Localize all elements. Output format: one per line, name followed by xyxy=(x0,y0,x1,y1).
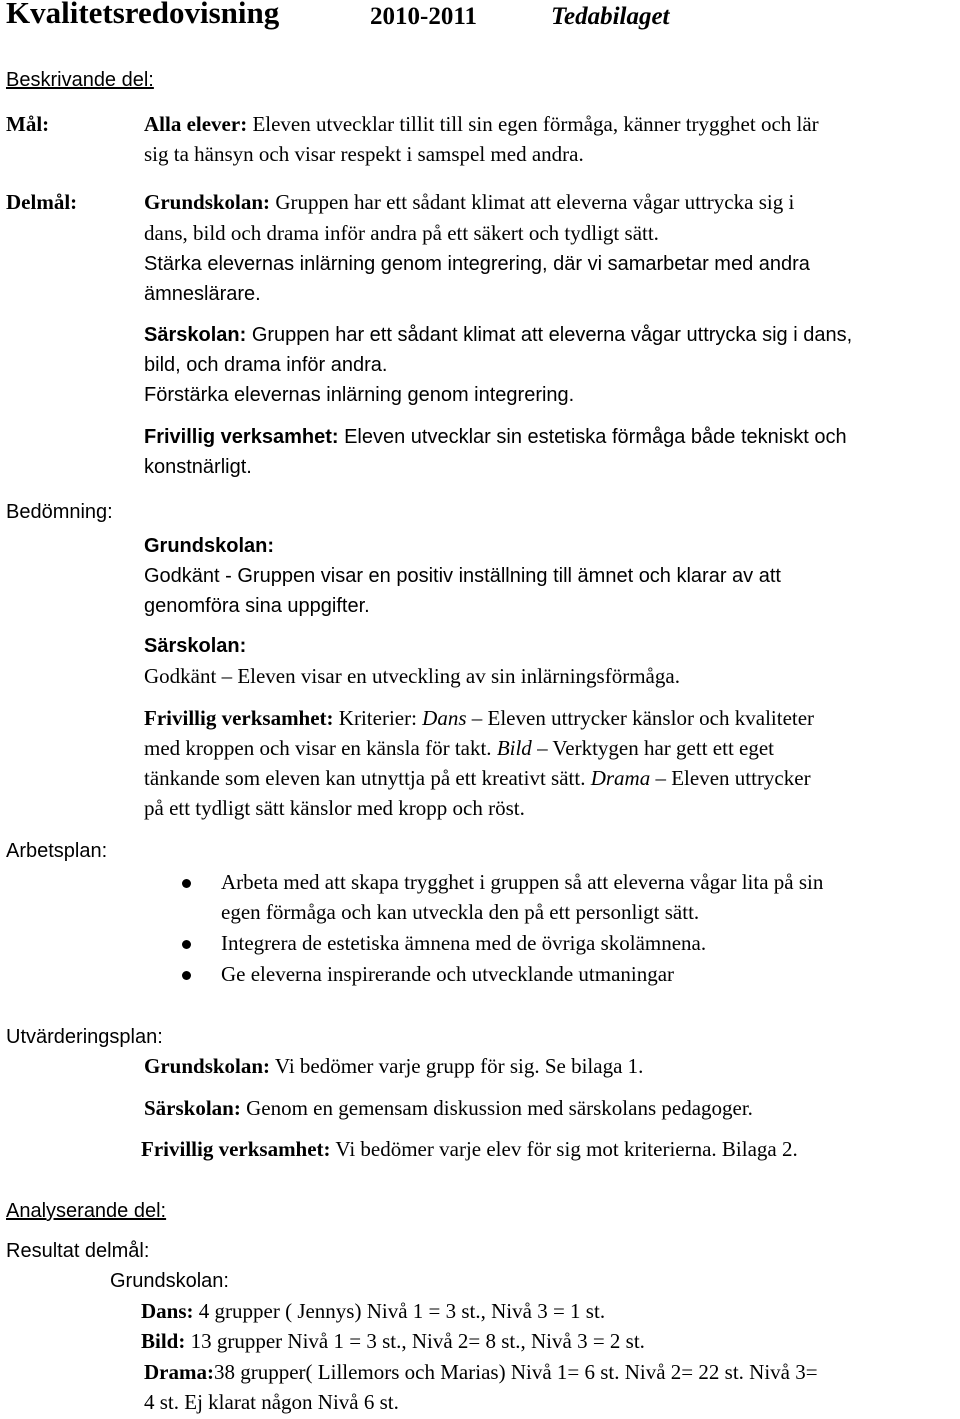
delmal-gs-line-2: dans, bild och drama inför andra på ett säkert och tydligt sätt. xyxy=(144,221,659,245)
document-title: Kvalitetsredovisning xyxy=(6,0,280,30)
bullet-icon xyxy=(182,940,191,949)
bedomning-gs-label: Grundskolan: xyxy=(144,535,275,557)
bedomning-fv-text-1b: – Eleven uttrycker känslor och kvaliteter xyxy=(466,706,815,730)
grundskolan-label: Grundskolan: xyxy=(144,190,271,214)
resultat-bild-text: 13 grupper Nivå 1 = 3 st., Nivå 2= 8 st., Nivå 3 = 2 st. xyxy=(185,1329,645,1353)
arbetsplan-item-1-line-2: egen förmåga och kan utveckla den på ett personligt sätt. xyxy=(221,900,700,924)
bedomning-fv-text-1a: Kriterier: xyxy=(333,706,423,730)
section-heading-beskrivande: Beskrivande del: xyxy=(6,69,154,91)
dans-term: Dans xyxy=(422,706,467,730)
resultat-gs-label: Grundskolan: xyxy=(110,1270,229,1292)
delmal-ss-line-1 xyxy=(144,320,852,350)
bedomning-label: Bedömning: xyxy=(6,501,113,523)
mal-text-1: Eleven utvecklar tillit till sin egen förmåga, känner trygghet och lär xyxy=(247,112,819,136)
bullet-icon xyxy=(182,971,191,980)
resultat-bild-label: Bild: xyxy=(141,1329,186,1353)
resultat-dans-label: Dans: xyxy=(141,1299,194,1323)
delmal-ss-line-2: bild, och drama inför andra. xyxy=(144,354,388,376)
resultat-drama-line-2: 4 st. Ej klarat någon Nivå 6 st. xyxy=(144,1390,399,1414)
bild-term: Bild xyxy=(496,736,532,760)
resultat-dans-line xyxy=(141,1296,605,1326)
bedomning-fv-text-2b: – Verktygen har gett ett eget xyxy=(531,736,775,760)
arbetsplan-item-1-line-1: Arbeta med att skapa trygghet i gruppen så att eleverna vågar lita på sin xyxy=(221,870,824,894)
drama-term: Drama xyxy=(590,766,651,790)
subject-name xyxy=(551,2,670,32)
utvardering-fv-text: Vi bedömer varje elev för sig mot kriterierna. Bilaga 2. xyxy=(330,1137,798,1161)
mal-line-2: sig ta hänsyn och visar respekt i samspel med andra. xyxy=(144,142,584,166)
utvardering-ss-line xyxy=(144,1093,753,1123)
utvardering-fv-line xyxy=(141,1134,798,1164)
utvardering-label: Utvärderingsplan: xyxy=(6,1026,163,1048)
utvardering-gs-line xyxy=(144,1051,643,1081)
bedomning-gs-line-1: Godkänt - Gruppen visar en positiv inställning till ämnet och klarar av att xyxy=(144,565,781,587)
frivillig-verksamhet-label: Frivillig verksamhet: xyxy=(144,426,339,448)
section-heading-analyserande: Analyserande del: xyxy=(6,1200,167,1222)
bedomning-gs-line-2: genomföra sina uppgifter. xyxy=(144,595,370,617)
bedomning-ss-label: Särskolan: xyxy=(144,635,247,657)
delmal-fv-line-1 xyxy=(144,422,847,452)
bedomning-fv-line-3 xyxy=(144,763,811,793)
alla-elever-label: Alla elever: xyxy=(144,112,248,136)
utvardering-ss-text: Genom en gemensam diskussion med särskolans pedagoger. xyxy=(240,1096,753,1120)
resultat-dans-text: 4 grupper ( Jennys) Nivå 1 = 3 st., Nivå 3 = 1 st. xyxy=(193,1299,606,1323)
delmal-fv-text-1: Eleven utvecklar sin estetiska förmåga både tekniskt och xyxy=(338,426,847,448)
bedomning-fv-line-2 xyxy=(144,733,774,763)
subject-name-text: Tedabilaget xyxy=(551,3,670,30)
mal-line-1 xyxy=(144,109,819,139)
delmal-label: Delmål: xyxy=(6,190,78,214)
utvardering-gs-label: Grundskolan: xyxy=(144,1054,271,1078)
resultat-bild-line xyxy=(141,1326,645,1356)
utvardering-fv-label: Frivillig verksamhet: xyxy=(141,1137,331,1161)
bullet-icon xyxy=(182,879,191,888)
bedomning-fv-text-2a: med kroppen och visar en känsla för takt. xyxy=(144,736,497,760)
resultat-drama-line xyxy=(144,1357,818,1387)
arbetsplan-label: Arbetsplan: xyxy=(6,840,108,862)
delmal-ss-line-3: Förstärka elevernas inlärning genom integrering. xyxy=(144,384,575,406)
arbetsplan-item-2: Integrera de estetiska ämnena med de övriga skolämnena. xyxy=(221,931,707,955)
delmal-fv-line-2: konstnärligt. xyxy=(144,456,252,478)
document-header xyxy=(6,0,279,31)
bedomning-ss-line-1: Godkänt – Eleven visar en utveckling av sin inlärningsförmåga. xyxy=(144,664,680,688)
delmal-gs-line-3: Stärka elevernas inlärning genom integrering, där vi samarbetar med andra xyxy=(144,253,810,275)
bedomning-fv-line-4: på ett tydligt sätt känslor med kropp och röst. xyxy=(144,796,525,820)
delmal-gs-text-1: Gruppen har ett sådant klimat att eleverna vågar uttrycka sig i xyxy=(270,190,795,214)
resultat-label: Resultat delmål: xyxy=(6,1240,150,1262)
delmal-gs-line-4: ämneslärare. xyxy=(144,283,261,305)
mal-label: Mål: xyxy=(6,112,50,136)
arbetsplan-item-3: Ge eleverna inspirerande och utvecklande utmaningar xyxy=(221,962,675,986)
delmal-ss-text-1: Gruppen har ett sådant klimat att eleverna vågar uttrycka sig i dans, xyxy=(246,324,853,346)
resultat-drama-text: 38 grupper( Lillemors och Marias) Nivå 1= 6 st. Nivå 2= 22 st. Nivå 3= xyxy=(213,1360,818,1384)
bedomning-fv-label: Frivillig verksamhet: xyxy=(144,706,334,730)
utvardering-gs-text: Vi bedömer varje grupp för sig. Se bilaga 1. xyxy=(270,1054,644,1078)
resultat-drama-label: Drama: xyxy=(144,1360,214,1384)
delmal-gs-line-1 xyxy=(144,187,794,217)
bedomning-fv-text-3a: tänkande som eleven kan utnyttja på ett kreativt sätt. xyxy=(144,766,591,790)
school-year-text: 2010-2011 xyxy=(370,3,477,30)
school-year xyxy=(370,2,477,32)
sarskolan-label: Särskolan: xyxy=(144,324,247,346)
utvardering-ss-label: Särskolan: xyxy=(144,1096,241,1120)
bedomning-fv-text-3b: – Eleven uttrycker xyxy=(650,766,811,790)
bedomning-fv-line-1 xyxy=(144,703,814,733)
